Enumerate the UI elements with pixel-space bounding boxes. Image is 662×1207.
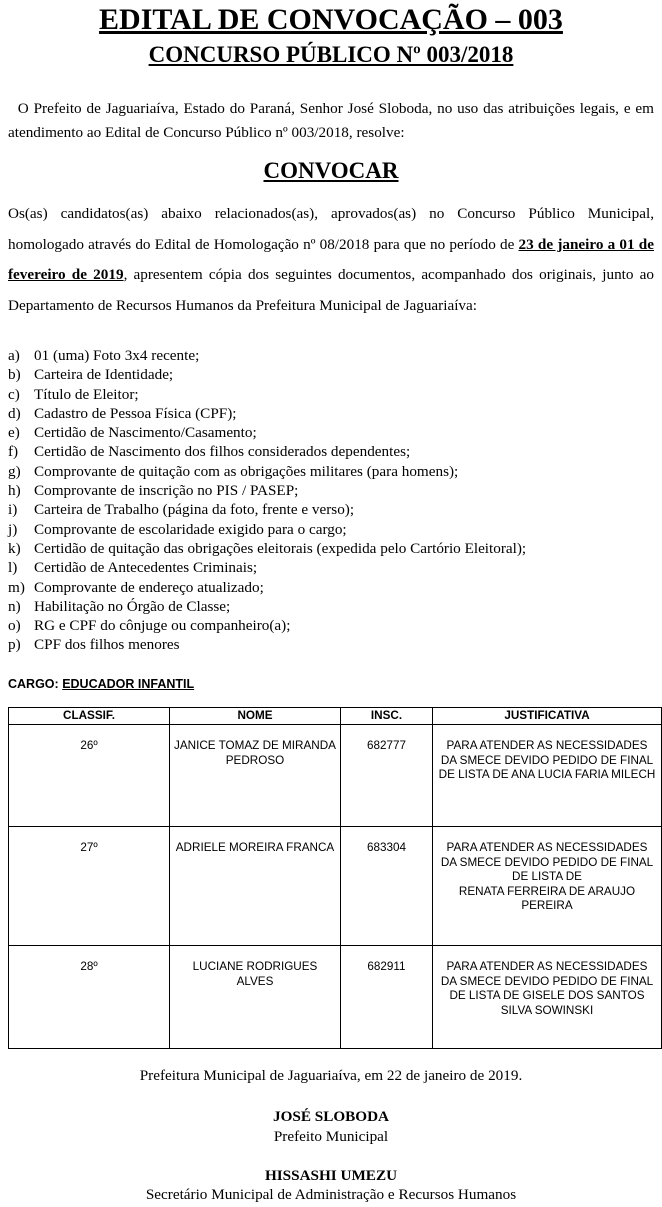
cell-insc: 683304 (341, 827, 433, 946)
list-marker: k) (8, 539, 21, 557)
convocation-text-end: , apresentem cópia dos seguintes documentos, acompanhado dos originais, junto ao Departamento de Recursos Humanos da Prefeitura Municipal de Jaguariaíva: (8, 266, 654, 314)
list-item-text: Cadastro de Pessoa Física (CPF); (34, 404, 237, 422)
list-item (8, 404, 654, 423)
cell-classif: 27º (9, 827, 170, 946)
list-item-text: Certidão de Nascimento dos filhos considerados dependentes; (34, 443, 411, 461)
list-marker: g) (8, 462, 21, 480)
list-item-text: RG e CPF do cônjuge ou companheiro(a); (34, 617, 291, 635)
signature-name-secretary: HISSASHI UMEZU (264, 1167, 398, 1184)
column-header-insc: INSC. (341, 708, 433, 725)
list-item (8, 346, 654, 365)
list-marker: m) (8, 578, 25, 596)
column-header-nome: NOME (170, 708, 341, 725)
list-item (8, 597, 654, 616)
cell-insc: 682777 (341, 725, 433, 827)
signature-name-mayor: JOSÉ SLOBODA (272, 1108, 390, 1125)
list-item (8, 365, 654, 384)
list-item-text: Habilitação no Órgão de Classe; (34, 597, 231, 615)
list-item-text: Comprovante de escolaridade exigido para o cargo; (34, 520, 347, 538)
list-item (8, 558, 654, 577)
list-item (8, 520, 654, 539)
signature-role-secretary: Secretário Municipal de Administração e Recursos Humanos (145, 1186, 517, 1203)
list-item (8, 385, 654, 404)
cell-nome: ADRIELE MOREIRA FRANCA (170, 827, 341, 946)
list-item (8, 423, 654, 442)
list-item (8, 462, 654, 481)
table-row (9, 946, 662, 1049)
list-marker: j) (8, 520, 18, 538)
list-item-text: Certidão de Antecedentes Criminais; (34, 559, 258, 577)
list-item (8, 539, 654, 558)
cell-justificativa: PARA ATENDER AS NECESSIDADES DA SMECE DEVIDO PEDIDO DE FINAL DE LISTA DE ANA LUCIA FARIA MILECH (433, 725, 662, 827)
intro-text: O Prefeito de Jaguariaíva, Estado do Paraná, Senhor José Sloboda, no uso das atribuições legais, e em atendimento ao Edital de Concurso Público nº 003/2018, resolve: (8, 100, 654, 141)
list-marker: b) (8, 366, 21, 384)
date-line: Prefeitura Municipal de Jaguariaíva, em 22 de janeiro de 2019. (139, 1067, 523, 1084)
cell-insc: 682911 (341, 946, 433, 1049)
action-heading: CONVOCAR (263, 158, 399, 183)
intro-paragraph (8, 97, 654, 145)
table-header-row (9, 708, 662, 725)
list-item (8, 635, 654, 654)
list-marker: e) (8, 424, 20, 442)
document-title: EDITAL DE CONVOCAÇÃO – 003 (99, 3, 563, 36)
list-item-text: Certidão de quitação das obrigações eleitorais (expedida pelo Cartório Eleitoral); (34, 539, 527, 557)
documents-list (8, 346, 654, 655)
list-item-text: 01 (uma) Foto 3x4 recente; (34, 347, 200, 364)
convocation-text-start: Os(as) candidatos(as) abaixo relacionados(as), aprovados(as) no Concurso Público Municipal, homologado através do Edital de Homologação nº 08/2018 para que no período de (8, 205, 654, 253)
list-item-text: Título de Eleitor; (34, 385, 139, 403)
convocation-paragraph (8, 199, 654, 321)
cell-nome: LUCIANE RODRIGUES ALVES (170, 946, 341, 1049)
convocation-period: 23 de janeiro a 01 de fevereiro de 2019 (8, 235, 654, 283)
list-marker: c) (8, 385, 20, 403)
table-row (9, 725, 662, 827)
column-header-classif: CLASSIF. (9, 708, 170, 725)
list-marker: l) (8, 559, 18, 577)
table-row (9, 827, 662, 946)
cargo-label: CARGO: (8, 677, 59, 691)
list-marker: f) (8, 443, 19, 461)
list-marker: o) (8, 617, 21, 635)
list-item (8, 578, 654, 597)
list-marker: i) (8, 501, 18, 519)
cargo-line (8, 677, 194, 691)
list-item-text: Carteira de Trabalho (página da foto, frente e verso); (34, 501, 355, 519)
list-marker: d) (8, 404, 21, 422)
column-header-justificativa: JUSTIFICATIVA (433, 708, 662, 725)
cargo-value: EDUCADOR INFANTIL (62, 677, 195, 691)
list-item-text: Comprovante de inscrição no PIS / PASEP; (34, 482, 299, 500)
document-subtitle: CONCURSO PÚBLICO Nº 003/2018 (148, 42, 514, 67)
cell-classif: 26º (9, 725, 170, 827)
list-item (8, 442, 654, 461)
list-item-text: Certidão de Nascimento/Casamento; (34, 424, 257, 442)
list-marker: h) (8, 482, 21, 500)
list-item-text: Comprovante de endereço atualizado; (34, 578, 264, 596)
cell-justificativa: PARA ATENDER AS NECESSIDADES DA SMECE DEVIDO PEDIDO DE FINAL DE LISTA DE RENATA FERREIRA DE ARAUJO PEREIRA (433, 827, 662, 946)
cell-nome: JANICE TOMAZ DE MIRANDA PEDROSO (170, 725, 341, 827)
list-marker: a) (8, 347, 20, 364)
list-item (8, 481, 654, 500)
cell-classif: 28º (9, 946, 170, 1049)
list-item-text: Carteira de Identidade; (34, 366, 174, 384)
list-item-text: CPF dos filhos menores (34, 636, 180, 654)
list-item (8, 500, 654, 519)
cell-justificativa: PARA ATENDER AS NECESSIDADES DA SMECE DEVIDO PEDIDO DE FINAL DE LISTA DE GISELE DOS SANTOS SILVA SOWINSKI (433, 946, 662, 1049)
list-item (8, 616, 654, 635)
list-item-text: Comprovante de quitação com as obrigações militares (para homens); (34, 462, 459, 480)
list-marker: p) (8, 636, 21, 654)
candidates-table (8, 707, 662, 1049)
signature-role-mayor: Prefeito Municipal (273, 1128, 389, 1145)
list-marker: n) (8, 597, 21, 615)
